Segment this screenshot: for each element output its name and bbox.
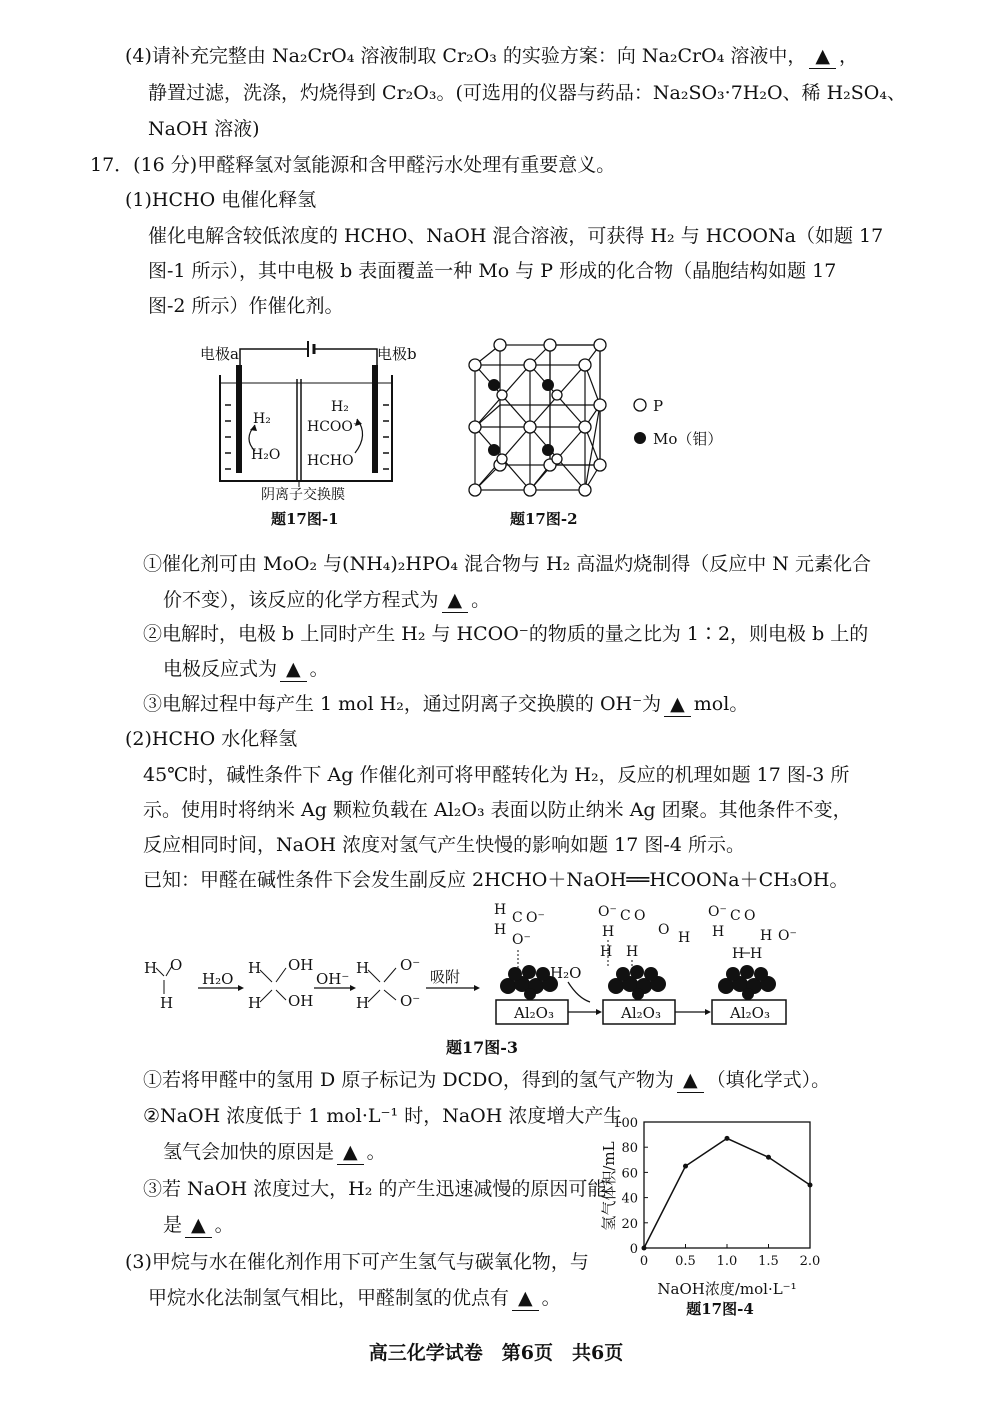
x-tick-label: 0 <box>639 1254 649 1269</box>
svg-text:O: O <box>170 956 183 974</box>
figure-17-2-crystal-cell <box>460 335 730 535</box>
hcho-right-label: HCHO <box>307 453 354 469</box>
svg-text:O⁻: O⁻ <box>400 956 421 974</box>
data-point <box>642 1246 647 1251</box>
h2o-step-label: H₂O <box>202 970 234 988</box>
plot-frame <box>644 1122 810 1248</box>
answer-blank[interactable]: ▲ <box>280 657 307 682</box>
hcoo-right-label: HCOO⁻ <box>307 419 361 435</box>
svg-text:H: H <box>602 924 615 940</box>
svg-text:O: O <box>634 908 646 924</box>
figure-17-4-caption: 题17图-4 <box>686 1300 754 1318</box>
svg-text:OH: OH <box>288 956 314 974</box>
svg-text:H: H <box>144 959 158 977</box>
svg-text:H: H <box>494 922 507 938</box>
q16-4-line1: (4)请补充完整由 Na₂CrO₄ 溶液制取 Cr₂O₃ 的实验方案：向 Na₂CrO₄ 溶液中， ▲ ， <box>125 45 858 67</box>
q1-3-line: ③电解过程中每产生 1 mol H₂，通过阴离子交换膜的 OH⁻为 ▲ mol。 <box>143 693 749 715</box>
adsorb-label: 吸附 <box>430 968 461 986</box>
svg-text:H: H <box>750 946 763 962</box>
y-tick-label: 0 <box>629 1242 638 1257</box>
x-tick-label: 1.0 <box>716 1254 738 1269</box>
svg-text:O⁻: O⁻ <box>708 904 727 920</box>
al2o3-label: Al₂O₃ <box>514 1004 554 1022</box>
q17-part2-text: 示。使用时将纳米 Ag 颗粒负载在 Al₂O₃ 表面以防止纳米 Ag 团聚。其他条件不变， <box>143 799 852 821</box>
svg-text:H: H <box>494 902 507 918</box>
q1-2-line1: ②电解时，电极 b 上同时产生 H₂ 与 HCOO⁻的物质的量之比为 1∶2，则电极 b 上的 <box>143 623 869 645</box>
answer-blank[interactable]: ▲ <box>512 1286 539 1311</box>
svg-text:O⁻: O⁻ <box>512 932 531 948</box>
svg-text:H: H <box>160 994 174 1012</box>
q1-2-line2: 电极反应式为 ▲ 。 <box>163 658 329 680</box>
membrane-label: 阴离子交换膜 <box>261 487 345 503</box>
answer-blank[interactable]: ▲ <box>664 692 691 717</box>
q1-1-line1: ①催化剂可由 MoO₂ 与(NH₄)₂HPO₄ 混合物与 H₂ 高温灼烧制得（反应中 N 元素化合 <box>143 553 871 575</box>
answer-blank[interactable]: ▲ <box>185 1213 212 1238</box>
svg-text:O⁻: O⁻ <box>778 928 797 944</box>
q2-3-line1: ③若 NaOH 浓度过大，H₂ 的产生迅速减慢的原因可能 <box>143 1178 607 1200</box>
q17-part2-text: 反应相同时间，NaOH 浓度对氢气产生快慢的影响如题 17 图-4 所示。 <box>143 834 745 856</box>
q17-part1-text: 图-2 所示）作催化剂。 <box>148 295 344 317</box>
svg-text:H: H <box>626 944 639 960</box>
svg-text:H: H <box>712 924 725 940</box>
q16-4-line2: 静置过滤，洗涤，灼烧得到 Cr₂O₃。(可选用的仪器与药品：Na₂SO₃·7H₂O、稀 H₂SO₄、 <box>148 82 906 104</box>
y-tick-label: 40 <box>621 1191 638 1207</box>
data-point <box>725 1136 730 1141</box>
h2o-left-label: H₂O <box>251 447 281 463</box>
svg-text:H: H <box>732 946 745 962</box>
data-point <box>766 1155 771 1160</box>
al2o3-label: Al₂O₃ <box>621 1004 661 1022</box>
h2o-top-label: H₂O <box>550 964 582 982</box>
electrode-a-label: 电极a <box>200 345 239 363</box>
svg-text:O⁻: O⁻ <box>400 992 421 1010</box>
q16-4-line3: NaOH 溶液) <box>148 118 260 140</box>
q3-line1: (3)甲烷与水在催化剂作用下可产生氢气与碳氧化物，与 <box>125 1251 589 1273</box>
svg-text:O: O <box>658 922 670 938</box>
svg-text:C: C <box>730 908 741 924</box>
figure-17-3-mechanism <box>138 898 818 1063</box>
y-tick-label: 100 <box>613 1116 638 1131</box>
svg-text:C: C <box>512 910 523 926</box>
page-footer: 高三化学试卷 第6页 共6页 <box>368 1342 624 1364</box>
data-point <box>683 1164 688 1169</box>
legend-p: P <box>653 397 664 415</box>
q17-part1-text: 图-1 所示），其中电极 b 表面覆盖一种 Mo 与 P 形成的化合物（晶胞结构如题 17 <box>148 260 837 282</box>
x-tick-label: 1.5 <box>758 1254 779 1269</box>
q2-3-line2: 是 ▲ 。 <box>163 1214 234 1236</box>
svg-text:H: H <box>760 928 773 944</box>
svg-text:H: H <box>678 930 691 946</box>
figure-17-4-chart <box>592 1108 832 1323</box>
y-tick-label: 80 <box>621 1141 638 1157</box>
figure-17-2-caption: 题17图-2 <box>510 510 578 528</box>
svg-text:O⁻: O⁻ <box>526 910 545 926</box>
q1-1-line2: 价不变），该反应的化学方程式为 ▲ 。 <box>163 589 491 611</box>
y-axis-label: 氢气体积/mL <box>600 1141 618 1231</box>
svg-text:H: H <box>356 994 370 1012</box>
svg-text:H: H <box>600 944 613 960</box>
svg-text:H: H <box>248 994 262 1012</box>
answer-blank[interactable]: ▲ <box>677 1068 704 1093</box>
data-point <box>808 1183 813 1188</box>
oh-step-label: OH⁻ <box>316 970 350 988</box>
q17-part2-known: 已知：甲醛在碱性条件下会发生副反应 2HCHO＋NaOH══HCOONa＋CH₃OH。 <box>143 869 849 891</box>
electrode-b-label: 电极b <box>377 345 417 363</box>
q17-part2-text: 45℃时，碱性条件下 Ag 作催化剂可将甲醛转化为 H₂，反应的机理如题 17 图-3 所 <box>143 764 850 786</box>
series-line <box>644 1138 810 1248</box>
h2-left-label: H₂ <box>253 411 271 427</box>
q17-header: 17．(16 分)甲醛释氢对氢能源和含甲醛污水处理有重要意义。 <box>90 154 616 176</box>
figure-17-1-caption: 题17图-1 <box>271 510 339 528</box>
q2-2-line2: 氢气会加快的原因是 ▲ 。 <box>163 1141 386 1163</box>
x-axis-label: NaOH浓度/mol·L⁻¹ <box>657 1280 797 1298</box>
legend-mo: Mo（钼） <box>653 430 723 448</box>
y-tick-label: 20 <box>621 1216 638 1232</box>
svg-text:OH: OH <box>288 992 314 1010</box>
answer-blank[interactable]: ▲ <box>809 44 836 69</box>
al2o3-label: Al₂O₃ <box>730 1004 770 1022</box>
q2-2-line1: ②NaOH 浓度低于 1 mol·L⁻¹ 时，NaOH 浓度增大产生 <box>143 1105 623 1127</box>
svg-text:H: H <box>248 959 262 977</box>
q2-1-line: ①若将甲醛中的氢用 D 原子标记为 DCDO，得到的氢气产物为 ▲ （填化学式）。 <box>143 1069 831 1091</box>
q3-line2: 甲烷水化法制氢气相比，甲醛制氢的优点有 ▲ 。 <box>148 1287 561 1309</box>
svg-text:O: O <box>744 908 756 924</box>
svg-text:H: H <box>356 959 370 977</box>
figure-17-3-caption: 题17图-3 <box>446 1038 519 1057</box>
q17-part1-text: 催化电解含较低浓度的 HCHO、NaOH 混合溶液，可获得 H₂ 与 HCOONa（如题 17 <box>148 225 884 247</box>
figure-17-1-electrolytic-cell <box>195 335 435 535</box>
q17-part1-title: (1)HCHO 电催化释氢 <box>125 189 317 211</box>
x-tick-label: 0.5 <box>675 1254 696 1269</box>
h2-right-label: H₂ <box>331 399 349 415</box>
svg-text:C: C <box>620 908 631 924</box>
answer-blank[interactable]: ▲ <box>442 588 469 613</box>
q17-part2-title: (2)HCHO 水化释氢 <box>125 728 298 750</box>
y-tick-label: 60 <box>621 1166 638 1182</box>
svg-text:O⁻: O⁻ <box>598 904 617 920</box>
x-tick-label: 2.0 <box>799 1254 821 1269</box>
answer-blank[interactable]: ▲ <box>337 1140 364 1165</box>
